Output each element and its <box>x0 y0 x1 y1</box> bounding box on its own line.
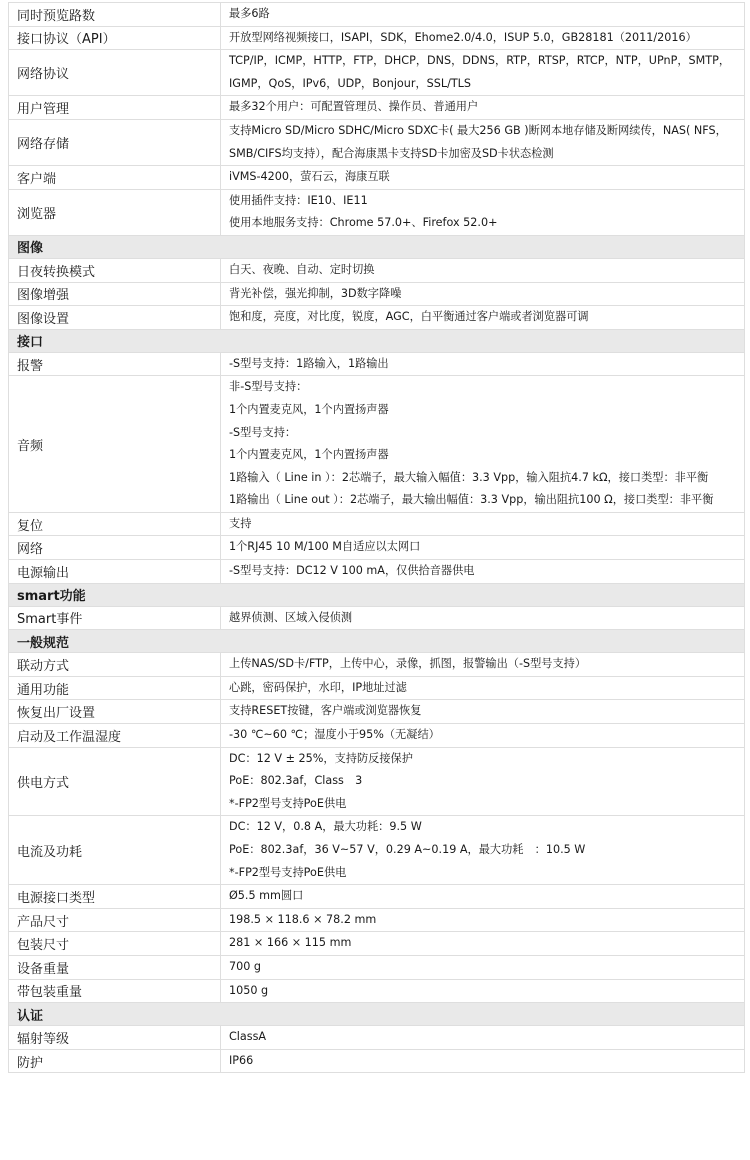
spec-value <box>221 1049 745 1073</box>
spec-value <box>221 979 745 1003</box>
spec-row <box>9 1026 745 1050</box>
spec-value-line: *-FP2型号支持PoE供电 <box>229 796 347 810</box>
spec-value-line: 非-S型号支持： <box>229 380 308 394</box>
spec-label: 通用功能 <box>9 676 221 700</box>
spec-label: 供电方式 <box>9 747 221 816</box>
spec-value-line: -S型号支持：1路输入，1路输出 <box>229 356 389 370</box>
spec-value-line: 1个RJ45 10 M/100 M自适应以太网口 <box>229 540 421 554</box>
spec-value <box>221 96 745 120</box>
spec-value-line: Ø5.5 mm圆口 <box>229 889 304 903</box>
spec-row <box>9 96 745 120</box>
spec-value <box>221 816 745 885</box>
spec-row <box>9 955 745 979</box>
spec-row <box>9 676 745 700</box>
spec-row <box>9 3 745 27</box>
spec-row <box>9 885 745 909</box>
spec-value-line: 开放型网络视频接口，ISAPI，SDK，Ehome2.0/4.0，ISUP 5.0，GB28181（2011/2016） <box>229 30 697 44</box>
spec-row <box>9 376 745 513</box>
spec-label: 设备重量 <box>9 955 221 979</box>
spec-value-line: IP66 <box>229 1053 254 1067</box>
spec-row <box>9 560 745 584</box>
spec-label: 电源输出 <box>9 560 221 584</box>
spec-row <box>9 816 745 885</box>
spec-row <box>9 700 745 724</box>
spec-label: 客户端 <box>9 166 221 190</box>
spec-value-line: -S型号支持：DC12 V 100 mA，仅供拾音器供电 <box>229 564 475 578</box>
spec-label: Smart事件 <box>9 606 221 630</box>
section-header <box>9 235 745 258</box>
spec-label: 防护 <box>9 1049 221 1073</box>
spec-label: 复位 <box>9 512 221 536</box>
spec-table <box>8 2 745 1073</box>
spec-value-line: PoE：802.3af，36 V~57 V，0.29 A~0.19 A，最大功耗 ：10.5 W <box>229 843 586 856</box>
spec-label: 电流及功耗 <box>9 816 221 885</box>
spec-value-line: 心跳，密码保护，水印，IP地址过滤 <box>229 680 407 694</box>
spec-value-line: 支持RESET按键，客户端或浏览器恢复 <box>229 704 422 718</box>
spec-value <box>221 1026 745 1050</box>
spec-row <box>9 166 745 190</box>
spec-label: 接口协议（API） <box>9 26 221 50</box>
spec-label: 同时预览路数 <box>9 3 221 27</box>
spec-value-line: *-FP2型号支持PoE供电 <box>229 865 347 879</box>
spec-row <box>9 119 745 165</box>
spec-value <box>221 50 745 96</box>
spec-row <box>9 747 745 816</box>
spec-row <box>9 908 745 932</box>
spec-value-line: DC：12 V ± 25%，支持防反接保护 <box>229 751 413 765</box>
spec-value-line: -30 ℃~60 ℃；湿度小于95%（无凝结） <box>229 728 440 742</box>
spec-value <box>221 955 745 979</box>
spec-row <box>9 724 745 748</box>
spec-value-line: IGMP，QoS，IPv6，UDP，Bonjour，SSL/TLS <box>229 76 472 90</box>
spec-label: 联动方式 <box>9 653 221 677</box>
spec-value-line: PoE：802.3af，Class 3 <box>229 774 363 788</box>
spec-row <box>9 258 745 282</box>
spec-value <box>221 306 745 330</box>
spec-row <box>9 932 745 956</box>
spec-value-line: 支持 <box>229 516 252 530</box>
spec-label: 浏览器 <box>9 189 221 235</box>
spec-label: 辐射等级 <box>9 1026 221 1050</box>
spec-label: 图像设置 <box>9 306 221 330</box>
spec-value <box>221 885 745 909</box>
spec-label: 带包装重量 <box>9 979 221 1003</box>
spec-row <box>9 26 745 50</box>
spec-value-line: 支持Micro SD/Micro SDHC/Micro SDXC卡( 最大256 GB )断网本地存储及断网续传，NAS( NFS， <box>229 123 727 137</box>
spec-value <box>221 352 745 376</box>
spec-value-line: 198.5 × 118.6 × 78.2 mm <box>229 912 377 926</box>
spec-value <box>221 189 745 235</box>
spec-label: 网络存储 <box>9 119 221 165</box>
spec-value-line: 700 g <box>229 959 262 973</box>
spec-value-line: 1个内置麦克风，1个内置扬声器 <box>229 402 389 416</box>
spec-value-line: 使用本地服务支持：Chrome 57.0+、Firefox 52.0+ <box>229 216 498 230</box>
spec-value <box>221 724 745 748</box>
spec-value-line: 1050 g <box>229 983 269 997</box>
spec-value <box>221 653 745 677</box>
spec-row <box>9 536 745 560</box>
spec-value <box>221 258 745 282</box>
spec-value <box>221 3 745 27</box>
spec-value <box>221 560 745 584</box>
section-header <box>9 630 745 653</box>
spec-row <box>9 282 745 306</box>
spec-label: 电源接口类型 <box>9 885 221 909</box>
spec-row <box>9 306 745 330</box>
spec-row <box>9 1049 745 1073</box>
spec-value-line: 背光补偿，强光抑制，3D数字降噪 <box>229 286 402 300</box>
spec-row <box>9 606 745 630</box>
section-header <box>9 329 745 352</box>
spec-value-line: 白天、夜晚、自动、定时切换 <box>229 262 375 276</box>
spec-value-line: 1路输入（ Line in ）：2芯端子，最大输入幅值：3.3 Vpp，输入阻抗4.7 kΩ，接口类型：非平衡 <box>229 470 709 484</box>
spec-row <box>9 352 745 376</box>
spec-value-line: 1路输出（ Line out ）：2芯端子，最大输出幅值：3.3 Vpp，输出阻抗100 Ω，接口类型：非平衡 <box>229 493 714 507</box>
spec-value-line: ClassA <box>229 1030 267 1044</box>
spec-table-body <box>9 3 745 1073</box>
spec-label: 网络协议 <box>9 50 221 96</box>
spec-value-line: 上传NAS/SD卡/FTP，上传中心，录像，抓图，报警输出（-S型号支持） <box>229 657 587 671</box>
spec-value-line: iVMS-4200，萤石云，海康互联 <box>229 170 390 184</box>
spec-row <box>9 979 745 1003</box>
spec-value-line: 越界侦测、区域入侵侦测 <box>229 610 353 624</box>
spec-value <box>221 700 745 724</box>
spec-value-line: 281 × 166 × 115 mm <box>229 936 352 950</box>
spec-label: 启动及工作温湿度 <box>9 724 221 748</box>
spec-value <box>221 26 745 50</box>
section-header <box>9 1003 745 1026</box>
spec-value <box>221 606 745 630</box>
spec-value-line: TCP/IP，ICMP，HTTP，FTP，DHCP，DNS，DDNS，RTP，RTSP，RTCP，NTP，UPnP，SMTP， <box>229 54 731 68</box>
spec-value <box>221 932 745 956</box>
spec-value <box>221 536 745 560</box>
spec-value-line: -S型号支持： <box>229 425 297 439</box>
section-title: smart功能 <box>9 583 745 606</box>
spec-value <box>221 512 745 536</box>
spec-label: 用户管理 <box>9 96 221 120</box>
spec-value <box>221 282 745 306</box>
spec-label: 日夜转换模式 <box>9 258 221 282</box>
spec-label: 图像增强 <box>9 282 221 306</box>
section-title: 认证 <box>9 1003 745 1026</box>
spec-value-line: 最多6路 <box>229 7 270 20</box>
section-title: 一般规范 <box>9 630 745 653</box>
section-header <box>9 583 745 606</box>
spec-value <box>221 376 745 513</box>
spec-value <box>221 908 745 932</box>
spec-value-line: 1个内置麦克风，1个内置扬声器 <box>229 448 389 462</box>
section-title: 接口 <box>9 329 745 352</box>
spec-label: 包装尺寸 <box>9 932 221 956</box>
spec-label: 网络 <box>9 536 221 560</box>
spec-label: 音频 <box>9 376 221 513</box>
spec-label: 产品尺寸 <box>9 908 221 932</box>
spec-label: 恢复出厂设置 <box>9 700 221 724</box>
spec-value <box>221 166 745 190</box>
spec-value-line: SMB/CIFS均支持），配合海康黑卡支持SD卡加密及SD卡状态检测 <box>229 146 554 160</box>
spec-value-line: DC：12 V，0.8 A，最大功耗：9.5 W <box>229 820 422 834</box>
spec-value <box>221 119 745 165</box>
spec-value <box>221 747 745 816</box>
spec-row <box>9 50 745 96</box>
spec-label: 报警 <box>9 352 221 376</box>
spec-value-line: 使用插件支持：IE10、IE11 <box>229 193 368 207</box>
spec-row <box>9 189 745 235</box>
spec-row <box>9 653 745 677</box>
spec-value <box>221 676 745 700</box>
spec-value-line: 饱和度，亮度，对比度，锐度，AGC，白平衡通过客户端或者浏览器可调 <box>229 310 589 324</box>
spec-value-line: 最多32个用户：可配置管理员、操作员、普通用户 <box>229 100 479 114</box>
section-title: 图像 <box>9 235 745 258</box>
spec-row <box>9 512 745 536</box>
